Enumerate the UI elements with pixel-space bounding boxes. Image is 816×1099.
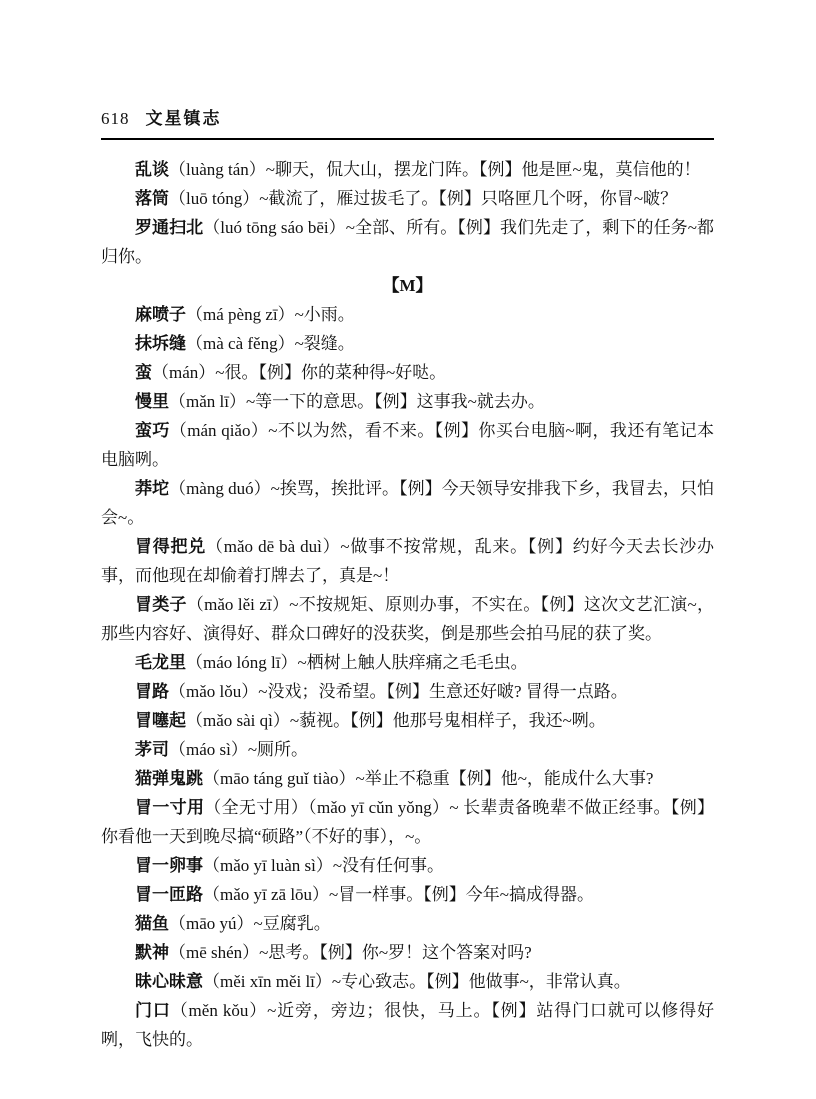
book-title: 文星镇志 — [145, 109, 222, 128]
dictionary-entry — [101, 793, 714, 851]
entry-body: （全无寸用）（mǎo yī cǔn yǒng）~ 长辈责备晚辈不做正经事。【例】你看他一天到晚尽搞“硕路”（不好的事），~。 — [101, 798, 715, 846]
entry-headword: 罗通扫北 — [135, 218, 204, 237]
entry-headword: 冒类子 — [135, 595, 187, 614]
entry-body: （mǎo yī zā lōu）~冒一样事。【例】今年~搞成得器。 — [203, 885, 594, 904]
section-letter-m: 【M】 — [382, 276, 433, 295]
entry-body: （mǎo lěi zī）~不按规矩、原则办事，不实在。【例】这次文艺汇演~，那些内容好、演得好、群众口碑好的没获奖，倒是那些会拍马屁的获了奖。 — [101, 595, 714, 643]
dictionary-entry — [101, 706, 714, 735]
dictionary-entry — [101, 909, 714, 938]
dictionary-entry — [101, 967, 714, 996]
dictionary-entry — [101, 300, 714, 329]
entry-headword: 蛮巧 — [135, 421, 170, 440]
entry-headword: 乱谈 — [135, 160, 169, 179]
entry-body: （luó tōng sáo bēi）~全部、所有。【例】我们先走了，剩下的任务~都归你。 — [101, 218, 714, 266]
dictionary-entry — [101, 213, 714, 271]
dictionary-entry — [101, 996, 714, 1054]
entry-headword: 冒一卵事 — [135, 856, 203, 875]
entry-body: （mà cà fěng）~裂缝。 — [186, 334, 355, 353]
entry-body: （mǎo dē bà duì）~做事不按常规，乱来。【例】约好今天去长沙办事，而他现在却偷着打牌去了，真是~！ — [101, 537, 715, 585]
entry-body: （máo lóng lī）~栖树上触人肤痒痛之毛毛虫。 — [186, 653, 528, 672]
entry-headword: 慢里 — [135, 392, 169, 411]
dictionary-entry — [101, 387, 714, 416]
entry-body: （mán）~很。【例】你的菜种得~好哒。 — [152, 363, 447, 382]
dictionary-entry — [101, 329, 714, 358]
dictionary-entry — [101, 764, 714, 793]
entry-body: （luō tóng）~截流了，雁过拔毛了。【例】只咯匣几个呀，你冒~啵？ — [169, 189, 678, 208]
page-content — [101, 104, 714, 1054]
entry-body: （luàng tán）~聊天，侃大山，摆龙门阵。【例】他是匣~鬼，莫信他的！ — [169, 160, 701, 179]
entry-headword: 冒路 — [135, 682, 169, 701]
entry-headword: 冒一寸用 — [135, 798, 205, 817]
dictionary-entry — [101, 416, 714, 474]
entry-body: （měi xīn měi lī）~专心致志。【例】他做事~，非常认真。 — [203, 972, 631, 991]
dictionary-entry — [101, 880, 714, 909]
dictionary-entry — [101, 735, 714, 764]
entry-headword: 麻喷子 — [135, 305, 186, 324]
entry-body: （mán qiǎo）~不以为然，看不来。【例】你买台电脑~啊，我还有笔记本电脑咧。 — [101, 421, 715, 469]
entry-body: （máo sì）~厕所。 — [169, 740, 309, 759]
dictionary-entry — [101, 358, 714, 387]
dictionary-entry — [101, 532, 714, 590]
entry-headword: 抹坼缝 — [135, 334, 186, 353]
entry-body: （mē shén）~思考。【例】你~罗！这个答案对吗? — [169, 943, 532, 962]
entry-body: （mǎn lī）~等一下的意思。【例】这事我~就去办。 — [169, 392, 545, 411]
entry-body: （mǎo sài qì）~藐视。【例】他那号鬼相样子，我还~咧。 — [186, 711, 606, 730]
dictionary-body — [101, 155, 714, 1054]
entry-headword: 昧心昧意 — [135, 972, 203, 991]
dictionary-entry — [101, 677, 714, 706]
entry-body: （māo táng guǐ tiào）~举止不稳重【例】他~，能成什么大事? — [203, 769, 654, 788]
dictionary-entry — [101, 851, 714, 880]
entry-body: （mǎo yī luàn sì）~没有任何事。 — [203, 856, 445, 875]
entry-body: （māo yú）~豆腐乳。 — [169, 914, 331, 933]
entry-headword: 猫弹鬼跳 — [135, 769, 203, 788]
entry-body: （měn kǒu）~近旁，旁边；很快，马上。【例】站得门口就可以修得好咧，飞快的。 — [101, 1001, 715, 1049]
entry-headword: 蛮 — [135, 363, 152, 382]
dictionary-entry — [101, 938, 714, 967]
entry-headword: 冒噻起 — [135, 711, 186, 730]
entry-body: （màng duó）~挨骂，挨批评。【例】今天领导安排我下乡，我冒去，只怕会~。 — [101, 479, 715, 527]
entry-headword: 冒得把兑 — [135, 537, 207, 556]
dictionary-entry — [101, 590, 714, 648]
running-header — [101, 104, 714, 140]
entry-headword: 默神 — [135, 943, 169, 962]
entry-headword: 落筒 — [135, 189, 169, 208]
page-number: 618 — [101, 109, 130, 128]
entry-headword: 猫鱼 — [135, 914, 169, 933]
entry-headword: 门口 — [135, 1001, 171, 1020]
entry-body: （mǎo lǒu）~没戏；没希望。【例】生意还好啵? 冒得一点路。 — [169, 682, 628, 701]
entry-headword: 茅司 — [135, 740, 169, 759]
entry-body: （má pèng zī）~小雨。 — [186, 305, 355, 324]
entry-headword: 莽坨 — [135, 479, 170, 498]
dictionary-entry — [101, 184, 714, 213]
dictionary-entry — [101, 155, 714, 184]
entry-headword: 冒一匝路 — [135, 885, 203, 904]
entry-headword: 毛龙里 — [135, 653, 186, 672]
dictionary-entry — [101, 648, 714, 677]
dictionary-entry — [101, 474, 714, 532]
